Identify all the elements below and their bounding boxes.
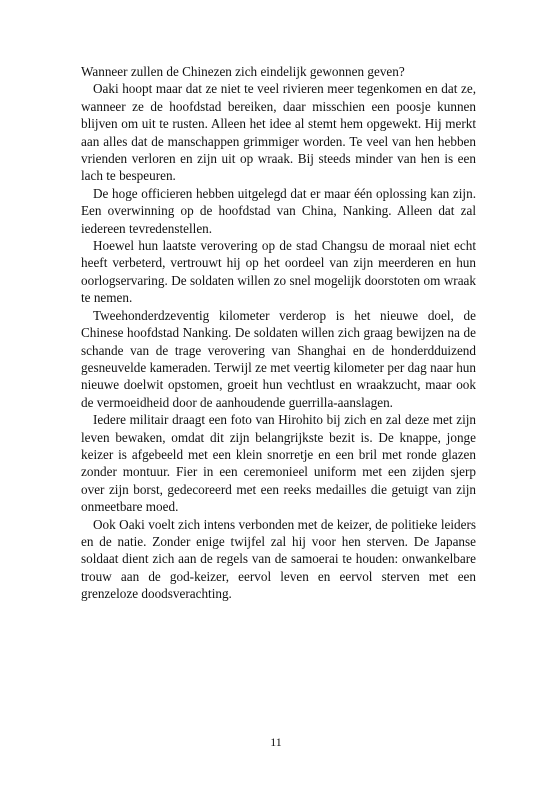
paragraph-1: Wanneer zullen de Chinezen zich eindelijk gewonnen geven? [81,64,405,79]
paragraph-5: Tweehonderdzeventig kilometer verderop is het nieuwe doel, de Chinese hoofdstad Nanking. De soldaten willen zich graag bewijzen na de schande van de trage verovering van Shanghai en de honderdduizend gesneuvelde kameraden. Terwijl ze met veertig kilometer per dag naar hun nieuwe doelwit opstomen, groeit hun vechtlust en wraakzucht, maar ook de vermoeidheid door de aanhoudende guerrilla-aanslagen. [81,307,476,410]
paragraph-6: Iedere militair draagt een foto van Hirohito bij zich en zal deze met zijn leven bewaken, omdat dit zijn belangrijkste bezit is. De knappe, jonge keizer is afgebeeld met een klein snorretje en een bril met ronde glazen zonder montuur. Fier in een ceremonieel uniform met een zijden sjerp over zijn borst, gedecoreerd met een reeks medailles die getuigt van zijn onmeetbare moed. [81,412,476,515]
body-text [81,63,476,603]
paragraph-4: Hoewel hun laatste verovering op de stad Changsu de moraal niet echt heeft verbeterd, vertrouwt hij op het oordeel van zijn meerderen en hun oorlogservaring. De soldaten willen zo snel mogelijk doorstoten om wraak te nemen. [81,238,476,306]
paragraph-2: Oaki hoopt maar dat ze niet te veel rivieren meer tegenkomen en dat ze, wanneer ze de hoofdstad bereiken, daar misschien een poosje kunnen blijven om uit te rusten. Alleen het idee al stemt hem opgewekt. Hij merkt aan alles dat de manschappen grimmiger worden. Te veel van hen hebben vrienden verloren en zijn uit op wraak. Bij steeds minder van hen is een lach te bespeuren. [81,81,476,184]
paragraph-7: Ook Oaki voelt zich intens verbonden met de keizer, de politieke leiders en de natie. Zonder enige twijfel zal hij voor hen sterven. De Japanse soldaat dient zich aan de regels van de samoerai te houden: onwankelbare trouw aan de god-keizer, eervol leven en eervol sterven met een grenzeloze doodsverachting. [81,516,476,602]
page-number: 11 [270,735,282,749]
paragraph-3: De hoge officieren hebben uitgelegd dat er maar één oplossing kan zijn. Een overwinning op de hoofdstad van China, Nanking. Alleen dat zal iedereen tevredenstellen. [81,185,476,236]
